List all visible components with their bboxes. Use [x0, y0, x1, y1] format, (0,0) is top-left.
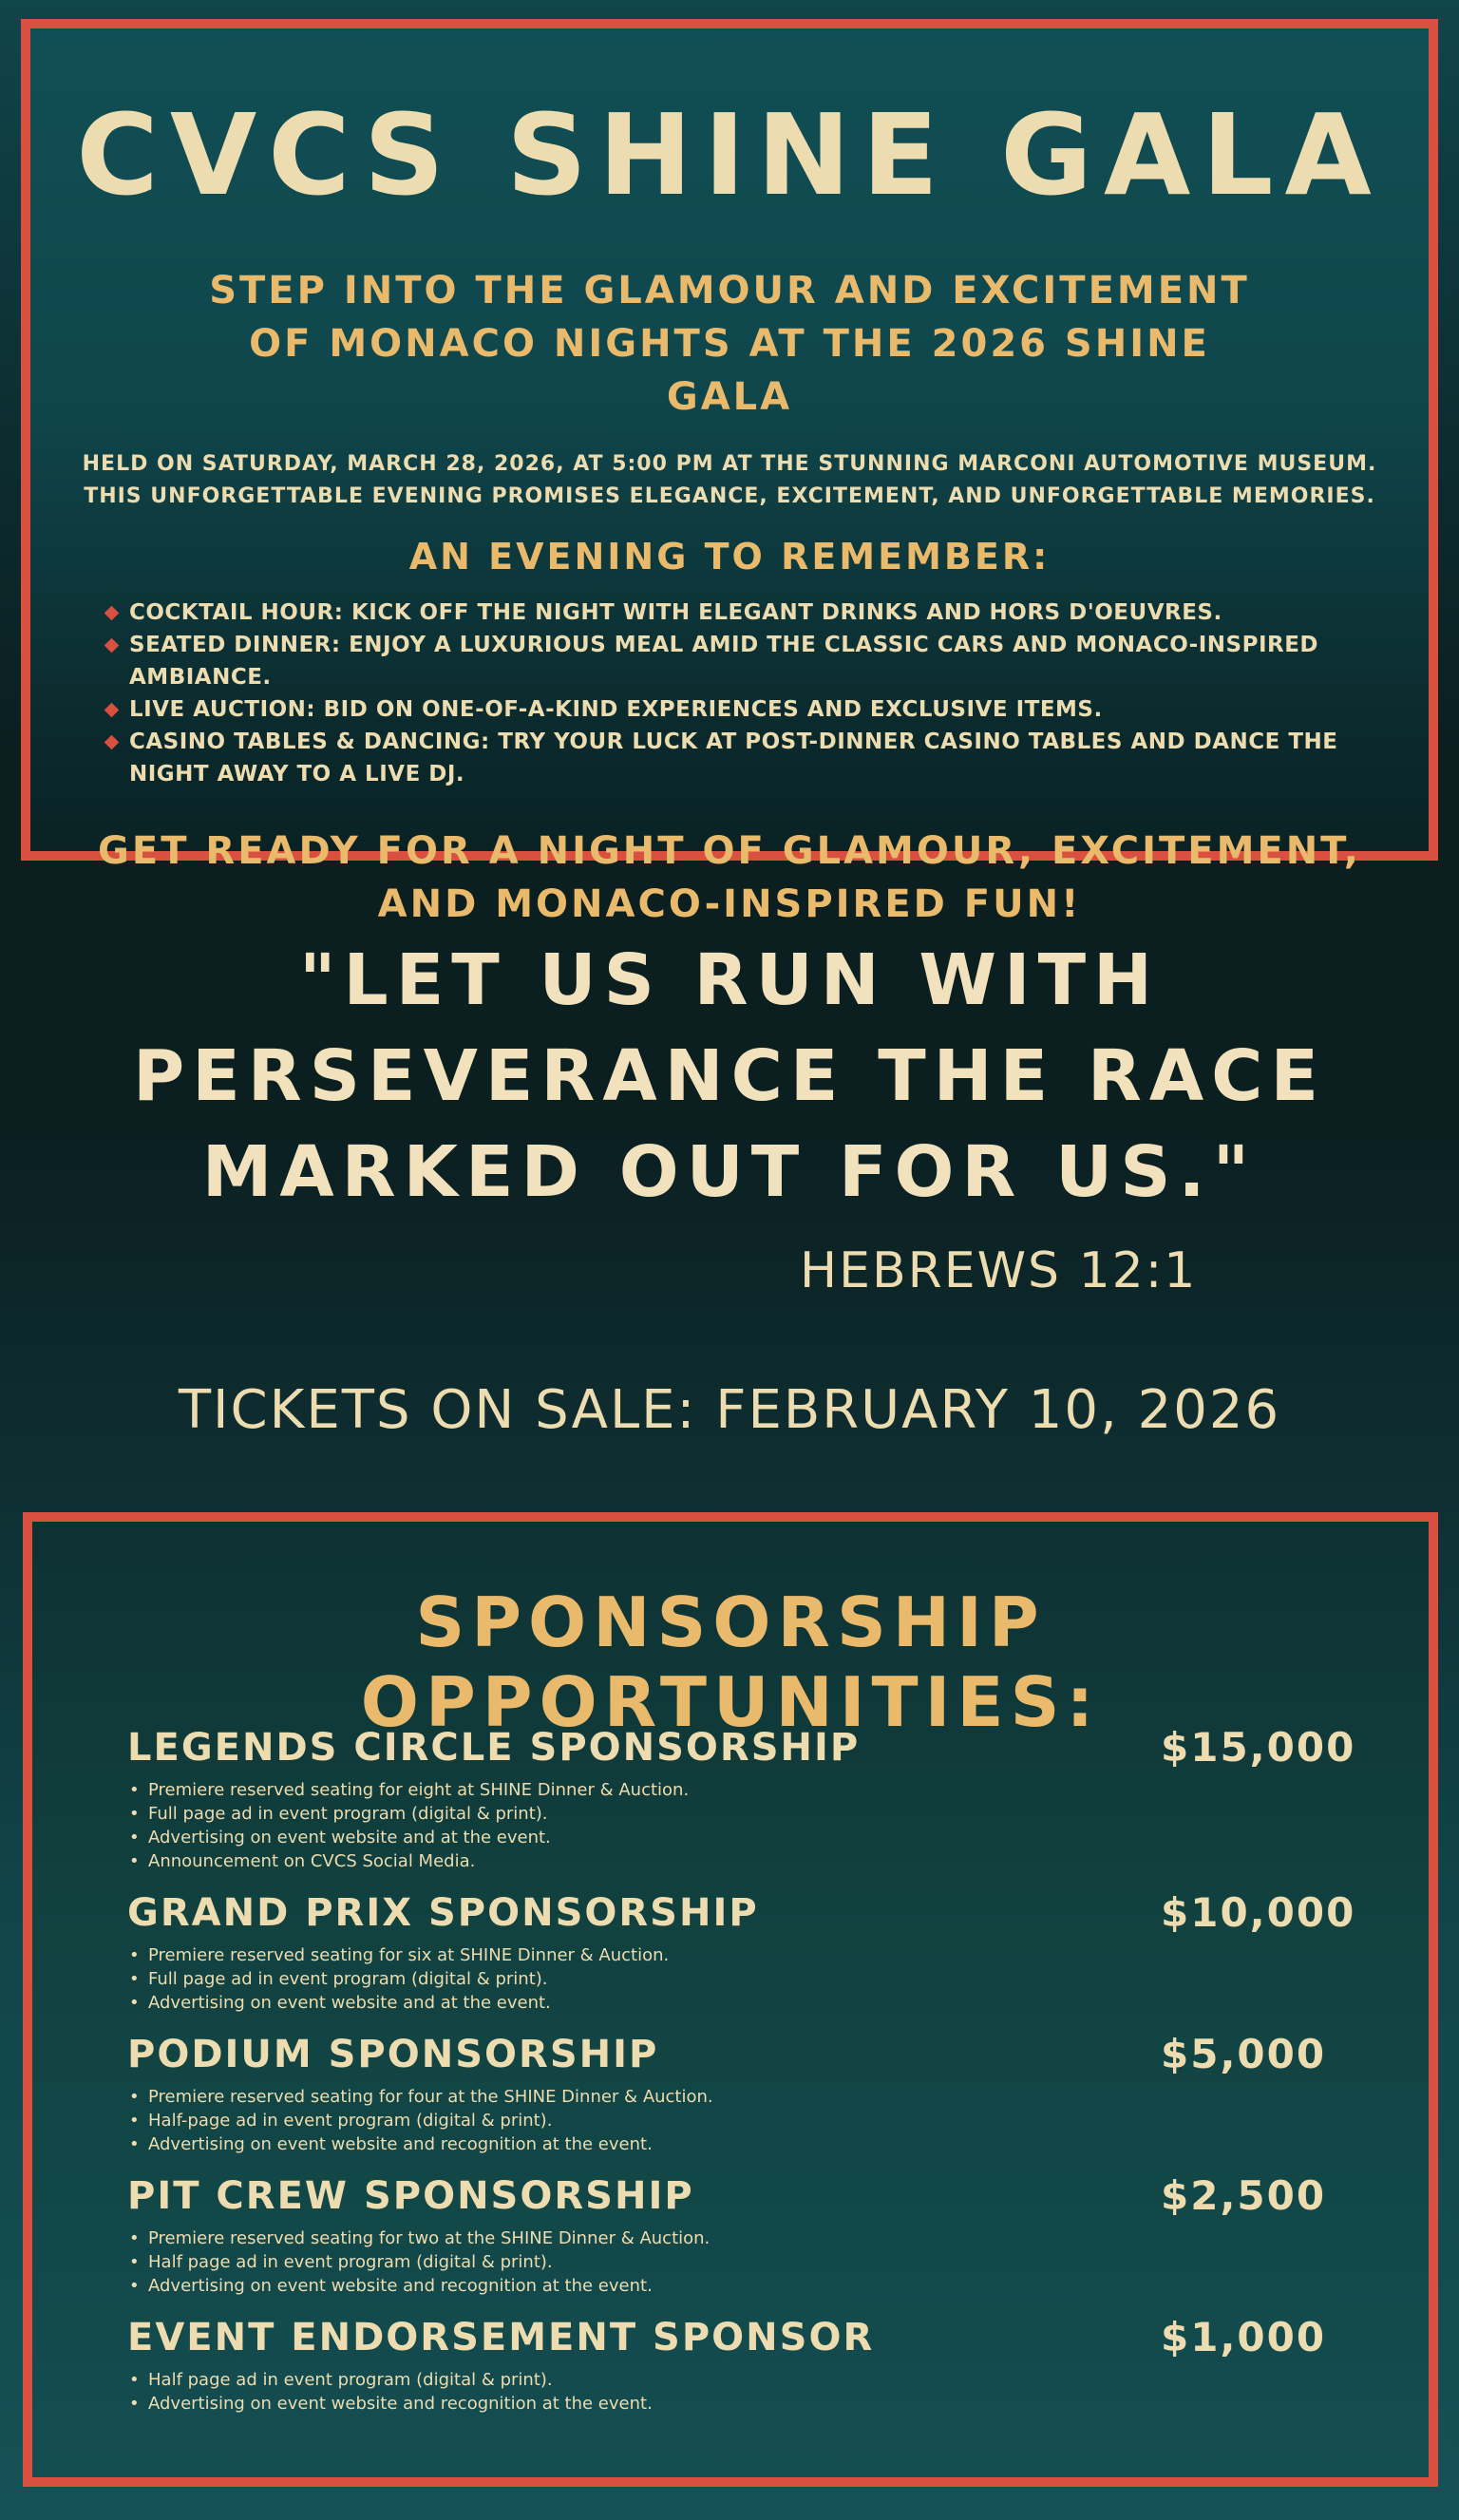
benefit-text: Advertising on event website and at the event.	[148, 1993, 551, 2013]
diamond-bullet-icon	[104, 638, 120, 654]
bullet-icon: •	[129, 1780, 140, 1800]
benefit-text: Half page ad in event program (digital & print).	[148, 2370, 553, 2390]
sponsorship-heading: SPONSORSHIP OPPORTUNITIES:	[360, 1582, 1101, 1742]
evening-item-text: LIVE AUCTION: BID ON ONE-OF-A-KIND EXPERIENCES AND EXCLUSIVE ITEMS.	[129, 696, 1103, 722]
sponsorship-tiers	[32, 1721, 1429, 2429]
bullet-icon: •	[129, 2228, 140, 2248]
bullet-icon: •	[129, 2087, 140, 2107]
evening-item-text-continued: NIGHT AWAY TO A LIVE DJ.	[129, 761, 465, 786]
evening-item	[129, 597, 1429, 629]
bullet-icon: •	[129, 2252, 140, 2272]
evening-heading: AN EVENING TO REMEMBER:	[408, 535, 1051, 578]
event-details	[55, 448, 1404, 513]
sponsor-tier	[32, 2311, 1429, 2416]
quote-line: MARKED OUT FOR US."	[201, 1131, 1258, 1213]
benefit-item	[127, 1849, 1429, 1873]
event-details-line: HELD ON SATURDAY, MARCH 28, 2026, AT 5:00 PM AT THE STUNNING MARCONI AUTOMOTIVE MUSEUM.	[82, 451, 1377, 476]
diamond-bullet-icon	[104, 703, 120, 718]
bullet-icon: •	[129, 2370, 140, 2390]
benefit-text: Premiere reserved seating for two at the SHINE Dinner & Auction.	[148, 2228, 711, 2248]
benefit-text: Full page ad in event program (digital & print).	[148, 1804, 548, 1824]
quote-line: "LET US RUN WITH	[299, 939, 1160, 1021]
tier-price: $10,000	[1161, 1889, 1356, 1936]
benefit-item	[127, 2109, 1429, 2132]
benefit-text: Premiere reserved seating for eight at SHINE Dinner & Auction.	[148, 1780, 690, 1800]
benefit-text: Half page ad in event program (digital & print).	[148, 2252, 553, 2272]
sponsor-tier	[32, 1721, 1429, 1873]
tier-price: $15,000	[1161, 1724, 1356, 1771]
benefit-item	[127, 1802, 1429, 1826]
benefit-text: Premiere reserved seating for four at the SHINE Dinner & Auction.	[148, 2087, 713, 2107]
tier-price: $1,000	[1161, 2314, 1327, 2360]
evening-item	[129, 629, 1429, 693]
benefit-text: Announcement on CVCS Social Media.	[148, 1851, 476, 1871]
tier-benefits	[127, 2226, 1429, 2298]
bullet-icon: •	[129, 1804, 140, 1824]
tier-benefits	[127, 1943, 1429, 2015]
benefit-text: Premiere reserved seating for six at SHINE Dinner & Auction.	[148, 1945, 670, 1965]
evening-item-text: COCKTAIL HOUR: KICK OFF THE NIGHT WITH ELEGANT DRINKS AND HORS D'OEUVRES.	[129, 599, 1222, 625]
diamond-bullet-icon	[104, 606, 120, 621]
bullet-icon: •	[129, 2111, 140, 2131]
bullet-icon: •	[129, 1969, 140, 1989]
benefit-item	[127, 2085, 1429, 2109]
bullet-icon: •	[129, 1828, 140, 1847]
benefit-item	[127, 2226, 1429, 2250]
sponsorship-panel	[23, 1512, 1438, 2487]
benefit-item	[127, 1991, 1429, 2015]
quote-line: PERSEVERANCE THE RACE	[132, 1035, 1327, 1117]
sponsor-tier	[32, 2169, 1429, 2298]
event-info-panel	[21, 19, 1438, 926]
tier-benefits	[127, 2085, 1429, 2156]
sponsor-tier	[32, 1886, 1429, 2015]
bullet-icon: •	[129, 2134, 140, 2154]
evening-item-text: SEATED DINNER: ENJOY A LUXURIOUS MEAL AMID THE CLASSIC CARS AND MONACO-INSPIRED AMBIANCE.	[129, 632, 1319, 690]
closing-tagline: GET READY FOR A NIGHT OF GLAMOUR, EXCITEMENT, AND MONACO-INSPIRED FUN!	[98, 828, 1361, 926]
tickets-on-sale: TICKETS ON SALE: FEBRUARY 10, 2026	[178, 1379, 1281, 1441]
benefit-item	[127, 2250, 1429, 2274]
tier-name: LEGENDS CIRCLE SPONSORSHIP	[127, 1726, 861, 1770]
quote-reference: HEBREWS 12:1	[800, 1242, 1198, 1299]
benefit-text: Advertising on event website and recognition at the event.	[148, 2276, 653, 2296]
diamond-bullet-icon	[104, 735, 120, 750]
bullet-icon: •	[129, 1851, 140, 1871]
benefit-text: Advertising on event website and at the event.	[148, 1828, 551, 1847]
benefit-text: Full page ad in event program (digital & print).	[148, 1969, 548, 1989]
scripture-quote	[0, 933, 1459, 1221]
tier-name: EVENT ENDORSEMENT SPONSOR	[127, 2316, 875, 2359]
tier-name: GRAND PRIX SPONSORSHIP	[127, 1891, 759, 1935]
benefit-item	[127, 1778, 1429, 1802]
event-details-line: THIS UNFORGETTABLE EVENING PROMISES ELEGANCE, EXCITEMENT, AND UNFORGETTABLE MEMORIES.	[84, 483, 1375, 508]
tier-benefits	[127, 1778, 1429, 1873]
gala-subtitle: STEP INTO THE GLAMOUR AND EXCITEMENT OF MONACO NIGHTS AT THE 2026 SHINE GALA	[209, 268, 1250, 419]
evening-list	[30, 597, 1429, 790]
bullet-icon: •	[129, 2276, 140, 2296]
tier-name: PIT CREW SPONSORSHIP	[127, 2174, 694, 2218]
benefit-text: Advertising on event website and recognition at the event.	[148, 2394, 653, 2414]
benefit-item	[127, 1826, 1429, 1849]
bullet-icon: •	[129, 2394, 140, 2414]
benefit-text: Half-page ad in event program (digital & print).	[148, 2111, 553, 2131]
sponsor-tier	[32, 2028, 1429, 2156]
benefit-item	[127, 2274, 1429, 2298]
benefit-item	[127, 1967, 1429, 1991]
benefit-text: Advertising on event website and recognition at the event.	[148, 2134, 653, 2154]
evening-item	[129, 693, 1429, 726]
tier-name: PODIUM SPONSORSHIP	[127, 2033, 659, 2076]
tier-price: $5,000	[1161, 2031, 1327, 2077]
bullet-icon: •	[129, 1945, 140, 1965]
evening-item	[129, 726, 1429, 790]
benefit-item	[127, 2132, 1429, 2156]
gala-title: CVCS SHINE GALA	[76, 89, 1383, 220]
bullet-icon: •	[129, 1993, 140, 2013]
tier-benefits	[127, 2368, 1429, 2416]
evening-item-text: CASINO TABLES & DANCING: TRY YOUR LUCK AT POST-DINNER CASINO TABLES AND DANCE THE	[129, 729, 1338, 754]
benefit-item	[127, 2368, 1429, 2392]
tier-price: $2,500	[1161, 2172, 1327, 2219]
benefit-item	[127, 1943, 1429, 1967]
benefit-item	[127, 2392, 1429, 2416]
